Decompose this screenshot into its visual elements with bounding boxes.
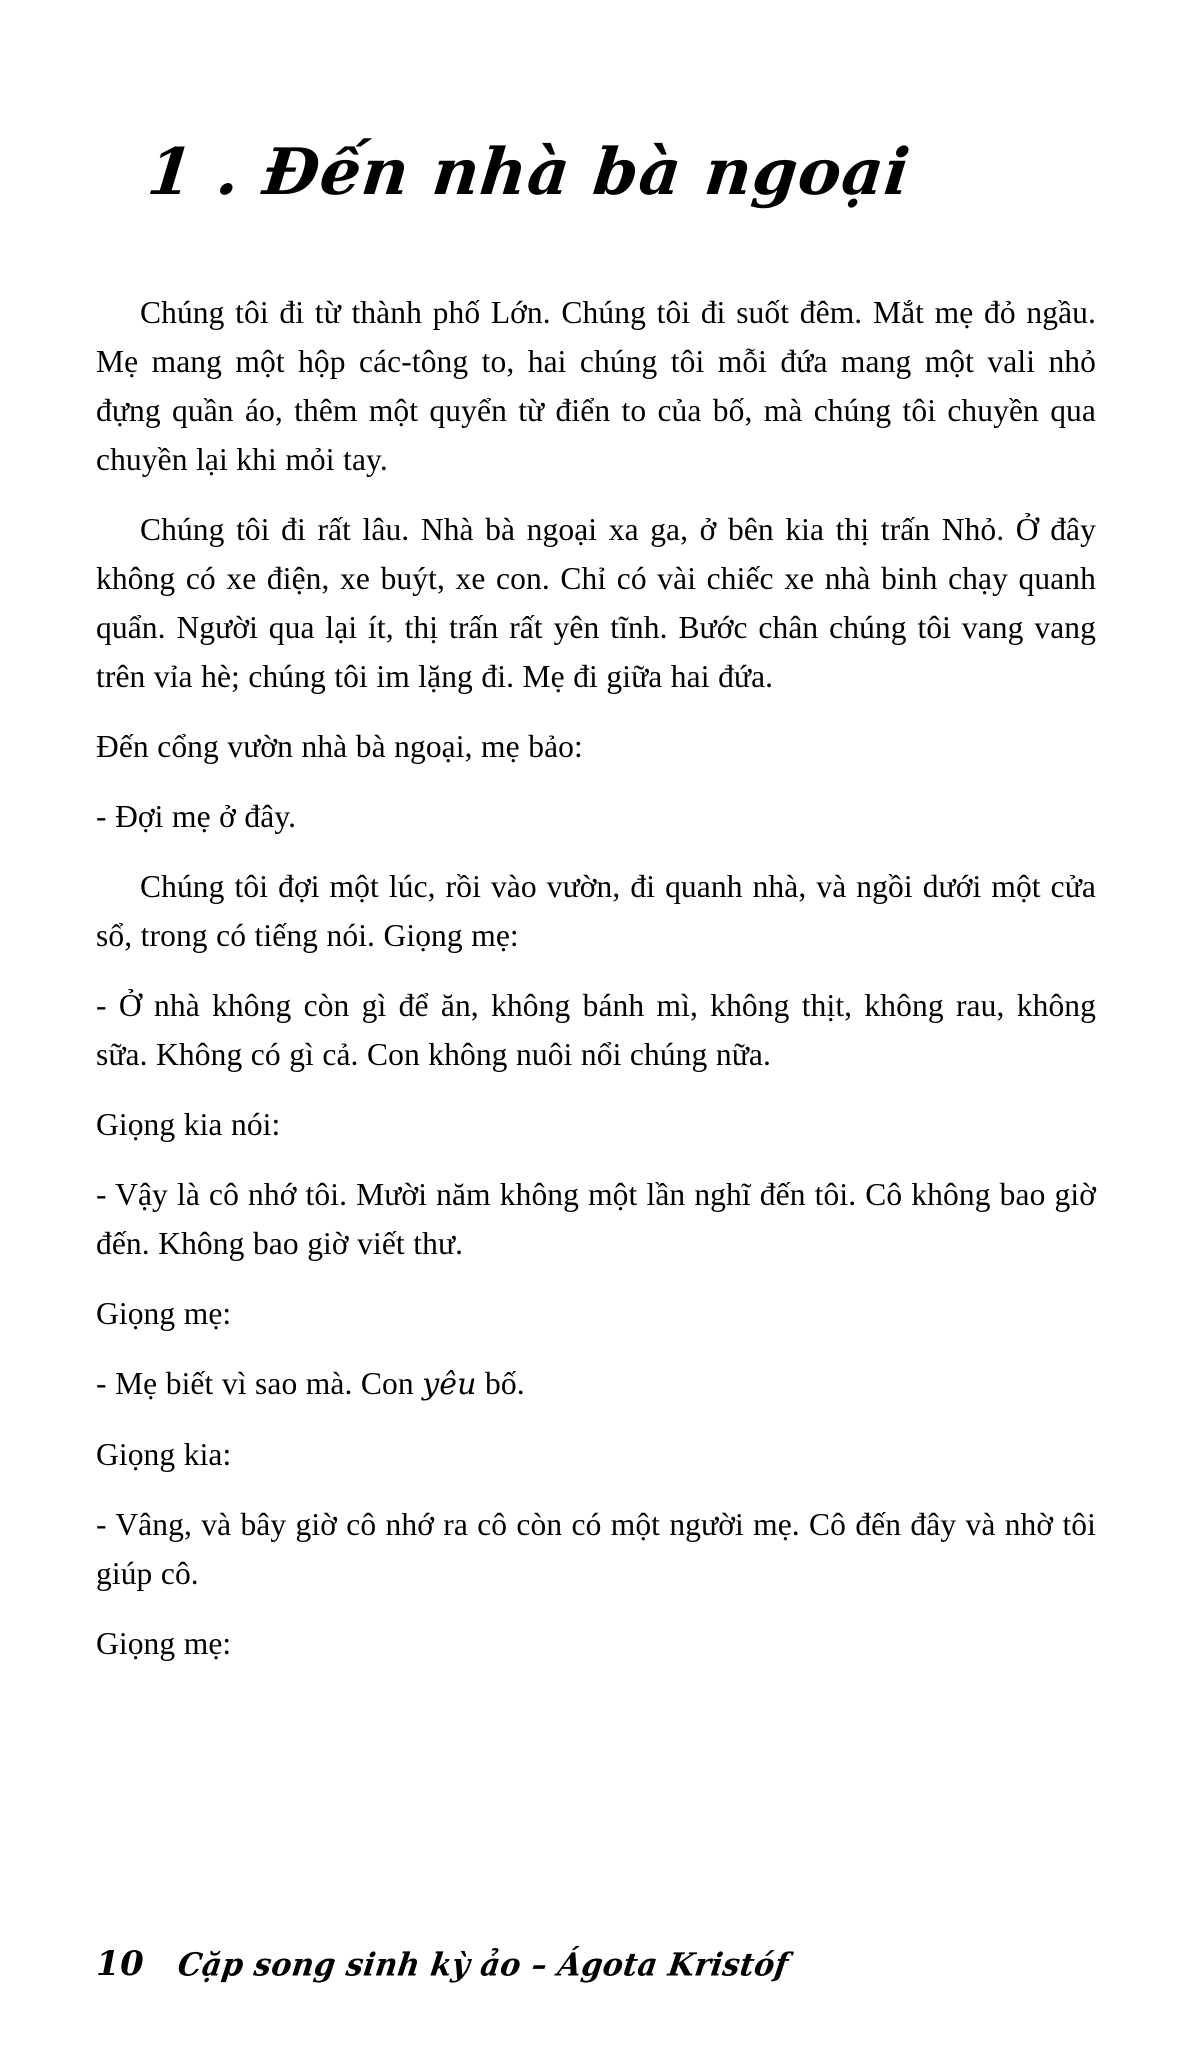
dialogue-line: - Ở nhà không còn gì để ăn, không bánh mì, không thịt, không rau, không sữa. Không có gì cả. Con không nuôi nổi chúng nữa. (96, 988, 1096, 1072)
dialogue-line: - Vậy là cô nhớ tôi. Mười năm không một lần nghĩ đến tôi. Cô không bao giờ đến. Không bao giờ viết thư. (96, 1177, 1096, 1261)
chapter-title: 1 . Đến nhà bà ngoại (144, 134, 914, 210)
dialogue-text-after: bố. (476, 1366, 525, 1401)
paragraph: Giọng mẹ: (96, 1626, 232, 1661)
dialogue-line: - Vâng, và bây giờ cô nhớ ra cô còn có một người mẹ. Cô đến đây và nhờ tôi giúp cô. (96, 1507, 1096, 1591)
running-head: Cặp song sinh kỳ ảo – Ágota Kristóf (175, 1946, 792, 1985)
page-number: 10 (96, 1944, 145, 1984)
body-text-column (96, 288, 1096, 1689)
paragraph: Chúng tôi đợi một lúc, rồi vào vườn, đi quanh nhà, và ngồi dưới một cửa sổ, trong có tiếng nói. Giọng mẹ: (96, 869, 1096, 953)
paragraph: Giọng mẹ: (96, 1296, 232, 1331)
page-footer (96, 1944, 792, 1985)
emphasized-word: yêu (422, 1367, 477, 1402)
dialogue-line: - Đợi mẹ ở đây. (96, 799, 297, 834)
paragraph: Đến cổng vườn nhà bà ngoại, mẹ bảo: (96, 729, 583, 764)
paragraph: Giọng kia: (96, 1437, 232, 1472)
paragraph: Chúng tôi đi từ thành phố Lớn. Chúng tôi đi suốt đêm. Mắt mẹ đỏ ngầu. Mẹ mang một hộp các-tông to, hai chúng tôi mỗi đứa mang một vali nhỏ đựng quần áo, thêm một quyển từ điển to của bố, mà chúng tôi chuyền qua chuyền lại khi mỏi tay. (96, 295, 1096, 477)
dialogue-line (96, 1359, 1096, 1409)
dialogue-text-before: - Mẹ biết vì sao mà. Con (96, 1366, 423, 1401)
paragraph: Chúng tôi đi rất lâu. Nhà bà ngoại xa ga, ở bên kia thị trấn Nhỏ. Ở đây không có xe điện, xe buýt, xe con. Chỉ có vài chiếc xe nhà binh chạy quanh quẩn. Người qua lại ít, thị trấn rất yên tĩnh. Bước chân chúng tôi vang vang trên vỉa hè; chúng tôi im lặng đi. Mẹ đi giữa hai đứa. (96, 512, 1096, 694)
paragraph: Giọng kia nói: (96, 1107, 281, 1142)
